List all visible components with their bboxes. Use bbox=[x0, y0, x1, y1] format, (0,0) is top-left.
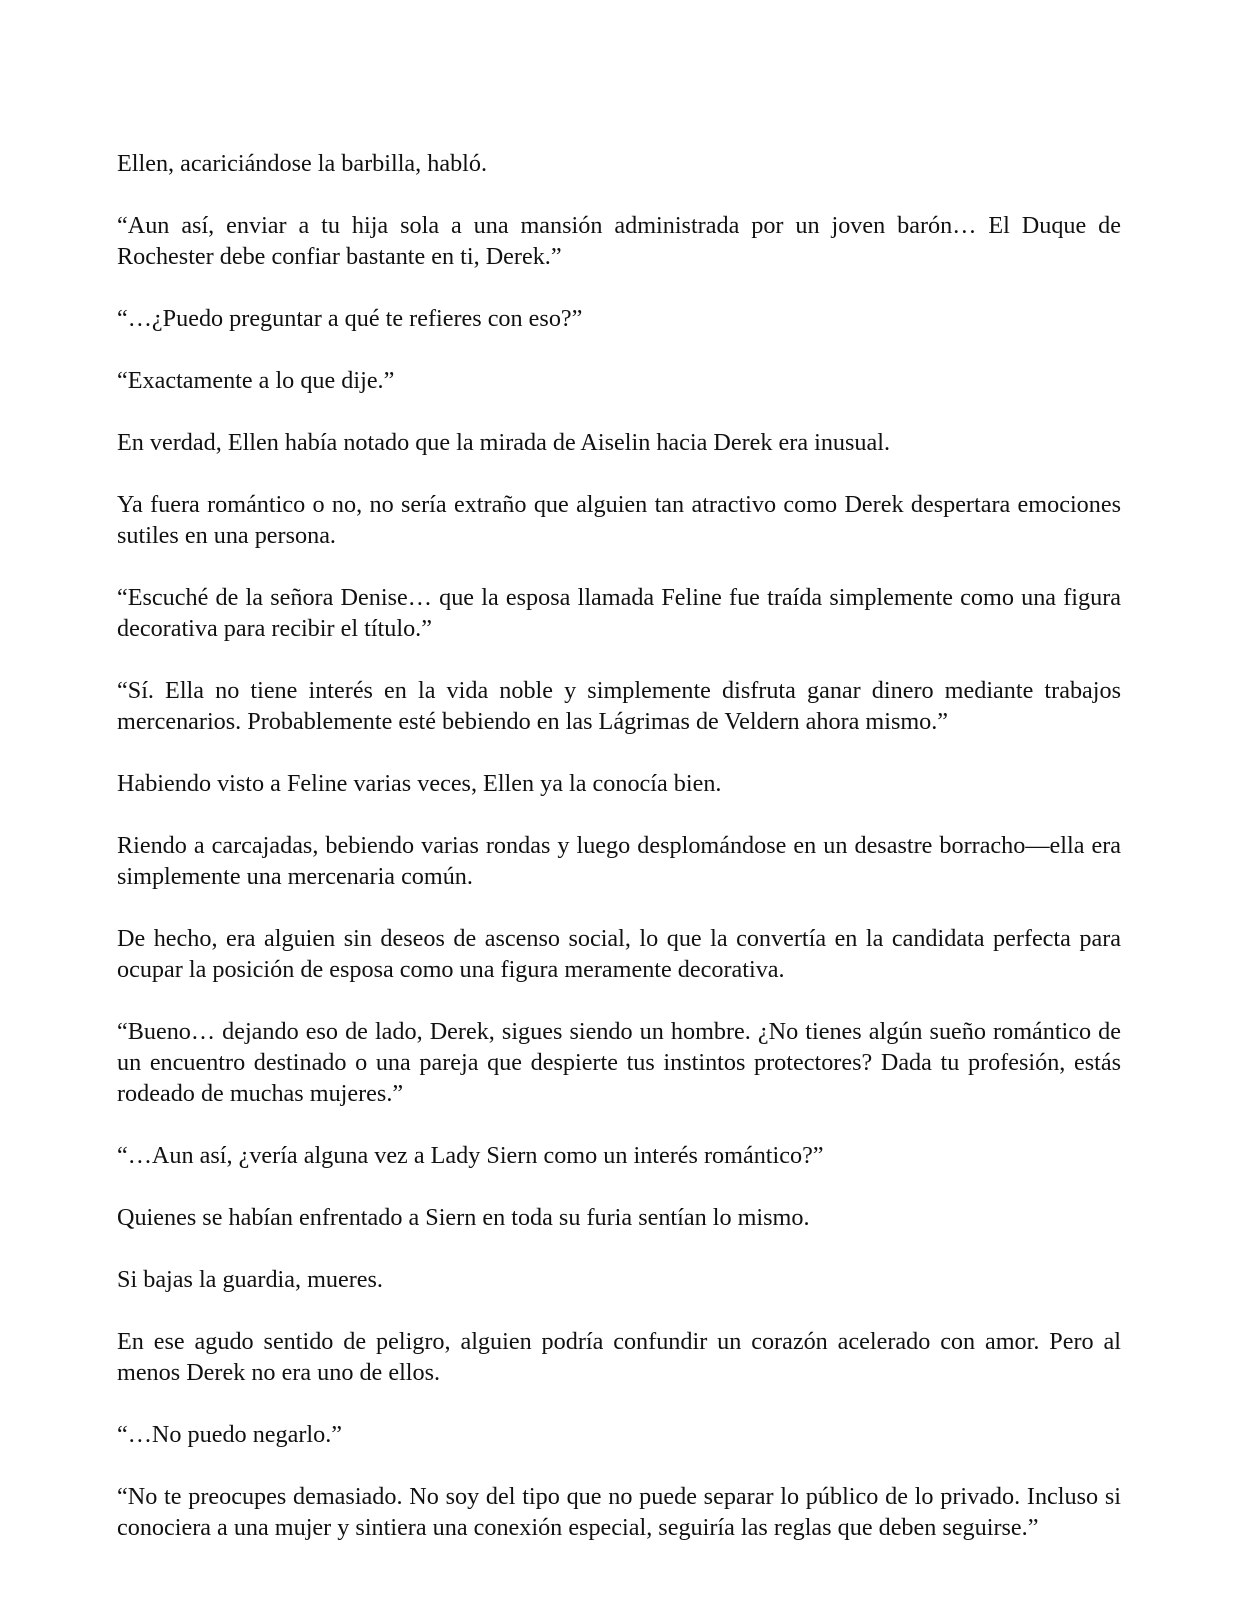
paragraph: Si bajas la guardia, mueres. bbox=[117, 1266, 383, 1293]
paragraph: Ya fuera romántico o no, no sería extraño que alguien tan atractivo como Derek despertara emociones sutiles en una persona. bbox=[117, 491, 1121, 549]
paragraph: Riendo a carcajadas, bebiendo varias rondas y luego desplomándose en un desastre borracho—ella era simplemente una mercenaria común. bbox=[117, 832, 1121, 890]
paragraph: “No te preocupes demasiado. No soy del tipo que no puede separar lo público de lo privado. Incluso si conociera a una mujer y sintiera una conexión especial, seguiría las reglas que deben seguirse.” bbox=[117, 1483, 1121, 1541]
paragraph: Quienes se habían enfrentado a Siern en toda su furia sentían lo mismo. bbox=[117, 1204, 810, 1231]
paragraph: En ese agudo sentido de peligro, alguien podría confundir un corazón acelerado con amor. Pero al menos Derek no era uno de ellos. bbox=[117, 1328, 1121, 1386]
paragraph: “…¿Puedo preguntar a qué te refieres con eso?” bbox=[117, 305, 583, 332]
paragraph: Habiendo visto a Feline varias veces, Ellen ya la conocía bien. bbox=[117, 770, 722, 797]
paragraph: Ellen, acariciándose la barbilla, habló. bbox=[117, 150, 488, 177]
paragraph: En verdad, Ellen había notado que la mirada de Aiselin hacia Derek era inusual. bbox=[117, 429, 891, 456]
paragraph: “…No puedo negarlo.” bbox=[117, 1421, 342, 1448]
paragraph: “Sí. Ella no tiene interés en la vida noble y simplemente disfruta ganar dinero mediante trabajos mercenarios. Probablemente esté bebiendo en las Lágrimas de Veldern ahora mismo.” bbox=[117, 677, 1121, 735]
paragraph: “Escuché de la señora Denise… que la esposa llamada Feline fue traída simplemente como una figura decorativa para recibir el título.” bbox=[117, 584, 1121, 642]
document-page bbox=[117, 148, 1121, 1543]
paragraph: “Exactamente a lo que dije.” bbox=[117, 367, 395, 394]
paragraph: “…Aun así, ¿vería alguna vez a Lady Siern como un interés romántico?” bbox=[117, 1142, 824, 1169]
paragraph: “Bueno… dejando eso de lado, Derek, sigues siendo un hombre. ¿No tienes algún sueño romántico de un encuentro destinado o una pareja que despierte tus instintos protectores? Dada tu profesión, estás rodeado de muchas mujeres.” bbox=[117, 1018, 1121, 1107]
paragraph: De hecho, era alguien sin deseos de ascenso social, lo que la convertía en la candidata perfecta para ocupar la posición de esposa como una figura meramente decorativa. bbox=[117, 925, 1121, 983]
paragraph: “Aun así, enviar a tu hija sola a una mansión administrada por un joven barón… El Duque de Rochester debe confiar bastante en ti, Derek.” bbox=[117, 212, 1121, 270]
